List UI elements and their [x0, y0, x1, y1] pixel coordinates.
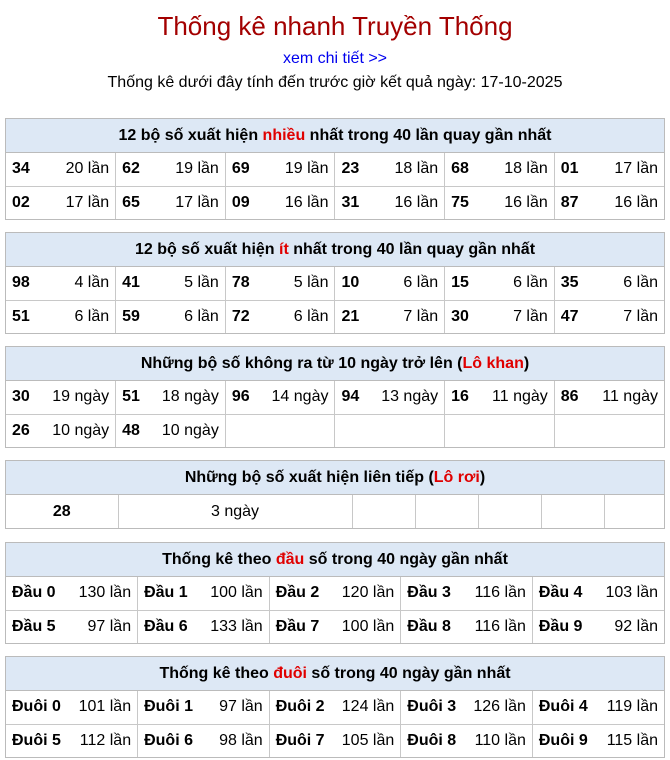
stat-count: 5 lần [184, 274, 219, 292]
stat-cell [138, 610, 270, 643]
stat-cell [6, 691, 138, 724]
stat-cell [554, 186, 664, 219]
heading-highlight: đuôi [273, 665, 307, 682]
duoi-stats-heading [6, 657, 664, 691]
empty-cell [541, 495, 604, 528]
stat-cell [6, 414, 116, 447]
stat-cell [225, 414, 335, 447]
stat-count: 11 ngày [602, 388, 658, 406]
stat-cell [401, 610, 533, 643]
stat-cell [6, 381, 116, 414]
stat-cell [116, 186, 226, 219]
stat-cell [116, 267, 226, 300]
least-frequent-heading [6, 233, 664, 267]
stat-number: Đuôi 5 [12, 731, 61, 749]
stat-count: 5 lần [293, 274, 329, 292]
page-title: Thống kê nhanh Truyền Thống [157, 11, 513, 41]
stat-count: 4 lần [74, 274, 110, 292]
stat-count: 97 lần [219, 698, 263, 716]
stat-count: 7 lần [623, 307, 658, 325]
stat-cell [225, 381, 335, 414]
stat-cell [445, 153, 555, 186]
stat-number: Đuôi 7 [275, 731, 325, 749]
stat-count: 16 lần [394, 193, 439, 211]
stat-cell [6, 267, 116, 300]
stat-count: 6 lần [623, 274, 658, 292]
lo-roi-heading [6, 461, 664, 495]
page-header [0, 9, 670, 95]
stat-cell [335, 267, 445, 300]
heading-text: ) [523, 355, 530, 372]
stat-number: 47 [560, 307, 579, 325]
page-subtitle: Thống kê dưới đây tính đến trước giờ kết quả ngày: 17-10-2025 [107, 74, 563, 91]
stat-cell [401, 691, 533, 724]
heading-highlight: đầu [275, 551, 305, 568]
stat-count: 19 ngày [52, 388, 110, 406]
stat-number: 35 [560, 274, 579, 292]
stat-number: 23 [341, 160, 360, 178]
stat-cell [401, 577, 533, 610]
stat-cell [532, 610, 664, 643]
stat-cell [445, 186, 555, 219]
stat-count: 115 lần [606, 731, 658, 749]
stat-cell [6, 300, 116, 333]
stat-cell [138, 724, 270, 757]
stat-number: 15 [451, 274, 469, 292]
stat-cell [269, 577, 401, 610]
stat-number: Đuôi 3 [407, 698, 457, 716]
stat-count: 116 lần [474, 617, 526, 635]
stat-cell [269, 724, 401, 757]
stat-cell [138, 691, 270, 724]
stat-cell [554, 267, 664, 300]
stat-number: Đầu 8 [407, 617, 451, 635]
stat-number: 10 [341, 274, 360, 292]
stat-cell [554, 300, 664, 333]
table-row [6, 267, 664, 300]
heading-text: ) [479, 469, 486, 486]
stat-count: 19 lần [284, 160, 329, 178]
stat-count: 103 lần [605, 584, 658, 602]
table-row [6, 381, 664, 414]
stat-count: 16 lần [504, 193, 548, 211]
most-frequent-block [5, 118, 665, 220]
dau-stats-block [5, 542, 665, 644]
table-row [6, 186, 664, 219]
stat-number: Đầu 4 [538, 584, 583, 602]
stat-number: Đầu 7 [275, 617, 320, 635]
stat-number: 51 [122, 388, 140, 406]
stat-count: 18 lần [504, 160, 548, 178]
heading-highlight: ít [279, 241, 289, 258]
stat-cell [445, 381, 555, 414]
empty-cell [604, 495, 666, 528]
stat-cell [335, 381, 445, 414]
stat-count: 98 lần [219, 731, 263, 749]
stat-number: Đuôi 8 [407, 731, 457, 749]
stat-number: 98 [12, 274, 30, 292]
stat-number: 65 [122, 193, 140, 211]
heading-text: Thống kê theo [159, 665, 274, 682]
stat-number: Đầu 1 [144, 584, 188, 602]
stat-number: Đuôi 1 [144, 698, 193, 716]
stat-number: 69 [231, 160, 250, 178]
heading-highlight: Lô rơi [433, 469, 480, 486]
stat-count: 17 lần [175, 193, 219, 211]
view-details-link[interactable]: xem chi tiết >> [282, 50, 388, 67]
stat-number: 96 [231, 388, 250, 406]
stat-cell [532, 691, 664, 724]
stat-number: 16 [451, 388, 469, 406]
stat-count: 14 ngày [271, 388, 329, 406]
heading-text: Thống kê theo [162, 551, 276, 568]
stat-cell [6, 610, 138, 643]
least-frequent-table [6, 267, 664, 333]
stat-cell [269, 691, 401, 724]
stat-number: 75 [451, 193, 469, 211]
table-row [6, 153, 664, 186]
stat-cell [445, 300, 555, 333]
stat-cell [532, 577, 664, 610]
stat-number: 34 [12, 160, 30, 178]
stat-count: 7 lần [403, 307, 439, 325]
stat-cell [116, 414, 226, 447]
stat-cell [445, 267, 555, 300]
heading-text: Những bộ số không ra từ 10 ngày trở lên ( [140, 355, 463, 372]
stat-count: 97 lần [87, 617, 132, 635]
stat-number: 86 [560, 388, 579, 406]
stat-cell [6, 153, 116, 186]
empty-cell [415, 495, 478, 528]
stat-count: 105 lần [341, 731, 395, 749]
stat-cell [116, 381, 226, 414]
stat-count: 10 ngày [161, 421, 219, 439]
duoi-stats-table [6, 691, 664, 757]
stat-count: 11 ngày [492, 388, 548, 406]
empty-cell [352, 495, 415, 528]
most-frequent-table [6, 153, 664, 219]
stat-number: Đầu 9 [538, 617, 583, 635]
dau-stats-heading [6, 543, 664, 577]
stat-cell [6, 724, 138, 757]
heading-text: số trong 40 ngày gần nhất [304, 551, 508, 568]
stat-number: 87 [560, 193, 579, 211]
lo-khan-block [5, 346, 665, 448]
table-row [6, 300, 664, 333]
stat-count: 100 lần [341, 617, 395, 635]
stat-number: 59 [122, 307, 140, 325]
dau-stats-table [6, 577, 664, 643]
stat-number: 72 [231, 307, 250, 325]
stat-number: 78 [231, 274, 250, 292]
stat-number: Đầu 6 [144, 617, 188, 635]
stat-number: 68 [451, 160, 469, 178]
stat-number: Đuôi 9 [538, 731, 588, 749]
stat-cell [6, 577, 138, 610]
stat-count: 6 lần [184, 307, 219, 325]
table-row [6, 577, 664, 610]
stat-count: 110 lần [474, 731, 526, 749]
stat-cell [335, 414, 445, 447]
lo-roi-count: 3 ngày [118, 495, 352, 528]
stat-number: 09 [231, 193, 250, 211]
table-row [6, 724, 664, 757]
stat-number: Đầu 2 [275, 584, 320, 602]
stat-count: 6 lần [403, 274, 439, 292]
stat-count: 120 lần [341, 584, 395, 602]
stat-cell [445, 414, 555, 447]
stat-number: 51 [12, 307, 30, 325]
stat-number: 02 [12, 193, 30, 211]
heading-highlight: Lô khan [462, 355, 524, 372]
stat-cell [269, 610, 401, 643]
stat-number: 01 [560, 160, 579, 178]
stat-cell [225, 153, 335, 186]
stat-count: 17 lần [614, 160, 658, 178]
duoi-stats-block [5, 656, 665, 758]
stat-cell [554, 414, 664, 447]
stat-cell [532, 724, 664, 757]
table-row [6, 610, 664, 643]
stat-cell [116, 153, 226, 186]
stat-count: 119 lần [606, 698, 658, 716]
stat-number: 31 [341, 193, 360, 211]
stat-cell [225, 267, 335, 300]
stat-count: 13 ngày [381, 388, 439, 406]
stat-count: 18 ngày [161, 388, 219, 406]
stat-number: Đuôi 2 [275, 698, 325, 716]
stat-number: 62 [122, 160, 140, 178]
heading-text: nhất trong 40 lần quay gần nhất [305, 127, 552, 144]
stat-cell [6, 186, 116, 219]
stat-count: 116 lần [474, 584, 526, 602]
stat-cell [225, 186, 335, 219]
stat-number: 48 [122, 421, 140, 439]
least-frequent-block [5, 232, 665, 334]
stat-number: 21 [341, 307, 360, 325]
stat-cell [335, 153, 445, 186]
lo-khan-table [6, 381, 664, 447]
stat-count: 20 lần [65, 160, 110, 178]
stat-number: Đuôi 4 [538, 698, 588, 716]
stat-count: 112 lần [79, 731, 132, 749]
stat-number: Đầu 0 [12, 584, 56, 602]
table-row [6, 414, 664, 447]
stat-count: 19 lần [175, 160, 219, 178]
stat-count: 126 lần [473, 698, 526, 716]
stat-number: Đuôi 6 [144, 731, 193, 749]
table-row [6, 691, 664, 724]
stat-number: Đầu 3 [407, 584, 451, 602]
stat-number: Đầu 5 [12, 617, 56, 635]
heading-text: số trong 40 ngày gần nhất [306, 665, 511, 682]
stat-cell [225, 300, 335, 333]
stat-cell [138, 577, 270, 610]
table-row [6, 495, 666, 528]
stat-count: 6 lần [293, 307, 329, 325]
heading-text: 12 bộ số xuất hiện [118, 127, 263, 144]
stat-cell [335, 300, 445, 333]
stat-count: 6 lần [74, 307, 110, 325]
stat-count: 10 ngày [52, 421, 110, 439]
stat-count: 17 lần [65, 193, 110, 211]
stat-count: 101 lần [78, 698, 132, 716]
most-frequent-heading [6, 119, 664, 153]
stat-count: 124 lần [341, 698, 395, 716]
stat-count: 16 lần [284, 193, 329, 211]
empty-cell [478, 495, 541, 528]
stat-count: 92 lần [614, 617, 658, 635]
heading-text: 12 bộ số xuất hiện [134, 241, 279, 258]
stat-number: 41 [122, 274, 140, 292]
stat-number: 30 [12, 388, 30, 406]
stat-cell [116, 300, 226, 333]
stat-number: 26 [12, 421, 30, 439]
stat-count: 100 lần [210, 584, 263, 602]
stat-number: 30 [451, 307, 469, 325]
stat-cell [401, 724, 533, 757]
stat-cell [554, 381, 664, 414]
lo-roi-block [5, 460, 665, 529]
stat-count: 130 lần [78, 584, 132, 602]
stat-count: 16 lần [614, 193, 658, 211]
heading-highlight: nhiều [262, 127, 306, 144]
heading-text: Những bộ số xuất hiện liên tiếp ( [184, 469, 434, 486]
stat-count: 6 lần [513, 274, 548, 292]
stat-count: 18 lần [394, 160, 439, 178]
stat-number: 94 [341, 388, 360, 406]
lo-roi-number: 28 [6, 495, 118, 528]
stat-cell [554, 153, 664, 186]
stat-count: 7 lần [513, 307, 548, 325]
stat-cell [335, 186, 445, 219]
stat-number: Đuôi 0 [12, 698, 61, 716]
heading-text: nhất trong 40 lần quay gần nhất [288, 241, 536, 258]
stat-count: 133 lần [210, 617, 263, 635]
lo-khan-heading [6, 347, 664, 381]
lo-roi-table [6, 495, 666, 528]
